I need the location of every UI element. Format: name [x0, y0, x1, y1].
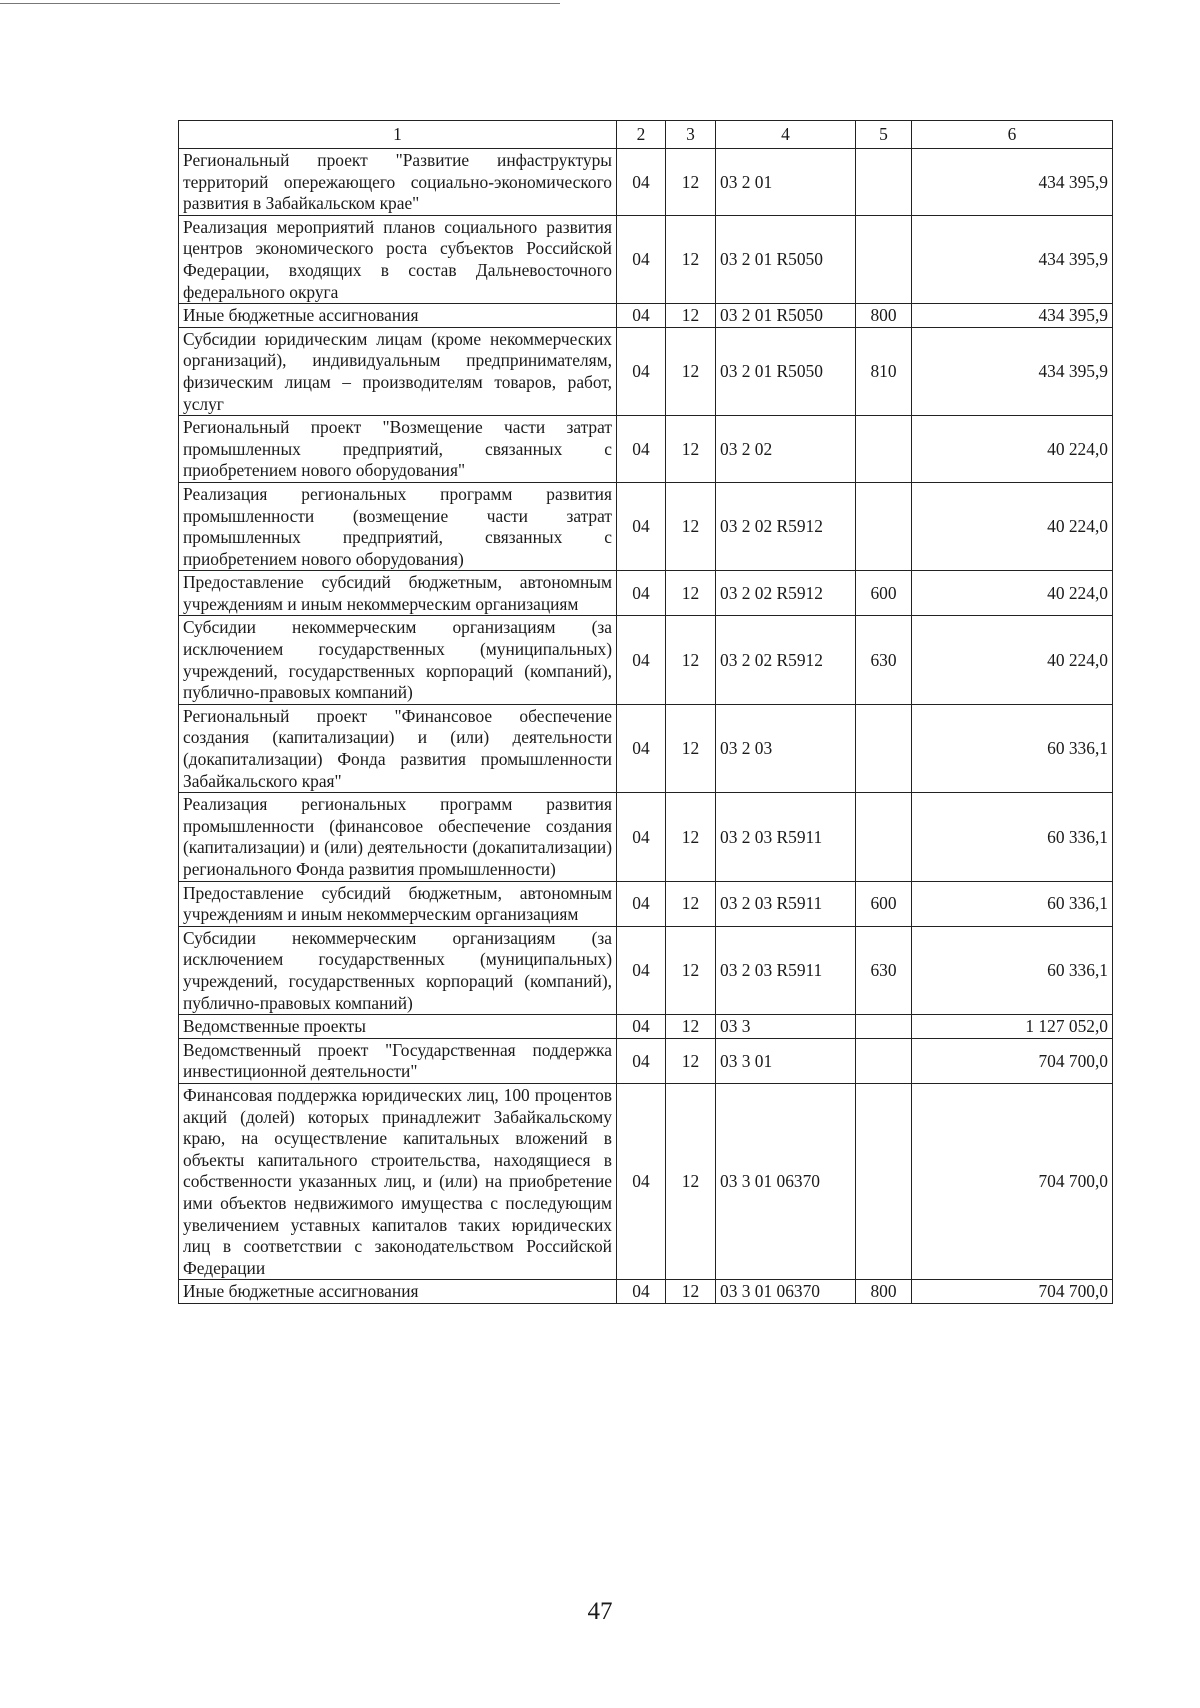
row-section-cell: 04 — [617, 1280, 666, 1304]
row-section-cell: 04 — [617, 1083, 666, 1279]
row-name-cell: Ведомственный проект "Государственная поддержка инвестиционной деятельности" — [179, 1038, 617, 1083]
row-name-cell: Предоставление субсидий бюджетным, автономным учреждениям и иным некоммерческим организациям — [179, 571, 617, 616]
row-name-cell: Региональный проект "Развитие инфаструктуры территорий опережающего социально-экономического развития в Забайкальском крае" — [179, 149, 617, 216]
row-subsection-cell: 12 — [666, 416, 716, 483]
row-section-cell: 04 — [617, 149, 666, 216]
header-cell-5: 5 — [856, 121, 912, 149]
row-section-cell: 04 — [617, 793, 666, 881]
header-cell-3: 3 — [666, 121, 716, 149]
row-amount-cell: 40 224,0 — [912, 416, 1113, 483]
table-row — [179, 1038, 1113, 1083]
row-expense-type-cell — [856, 704, 912, 792]
row-name-cell: Реализация региональных программ развития промышленности (финансовое обеспечение создания (капитализации) и (или) деятельности (докапитализации) регионального Фонда развития промышленности) — [179, 793, 617, 881]
row-section-cell: 04 — [617, 926, 666, 1014]
row-amount-cell: 40 224,0 — [912, 616, 1113, 704]
row-expense-type-cell: 600 — [856, 881, 912, 926]
row-target-article-cell: 03 2 02 R5912 — [716, 616, 856, 704]
row-amount-cell: 40 224,0 — [912, 571, 1113, 616]
budget-table-body — [179, 121, 1113, 1304]
row-section-cell: 04 — [617, 616, 666, 704]
row-expense-type-cell — [856, 482, 912, 570]
row-subsection-cell: 12 — [666, 482, 716, 570]
row-section-cell: 04 — [617, 304, 666, 328]
row-expense-type-cell — [856, 215, 912, 303]
row-expense-type-cell: 800 — [856, 1280, 912, 1304]
row-subsection-cell: 12 — [666, 149, 716, 216]
row-target-article-cell: 03 2 03 R5911 — [716, 926, 856, 1014]
row-section-cell: 04 — [617, 1038, 666, 1083]
table-row — [179, 327, 1113, 415]
row-expense-type-cell: 630 — [856, 616, 912, 704]
row-subsection-cell: 12 — [666, 1280, 716, 1304]
row-name-cell: Реализация мероприятий планов социального развития центров экономического роста субъектов Российской Федерации, входящих в состав Дальневосточного федерального округа — [179, 215, 617, 303]
table-row — [179, 571, 1113, 616]
row-name-cell: Финансовая поддержка юридических лиц, 100 процентов акций (долей) которых принадлежит Забайкальскому краю, на осуществление капитальных вложений в объекты капитального строительства, находящиеся в собственности указанных лиц, и (или) на приобретение ими объектов недвижимого имущества с последующим увеличением уставных капиталов таких юридических лиц в соответствии с законодательством Российской Федерации — [179, 1083, 617, 1279]
row-amount-cell: 1 127 052,0 — [912, 1015, 1113, 1039]
row-expense-type-cell: 810 — [856, 327, 912, 415]
table-row — [179, 616, 1113, 704]
row-subsection-cell: 12 — [666, 616, 716, 704]
row-section-cell: 04 — [617, 215, 666, 303]
row-subsection-cell: 12 — [666, 327, 716, 415]
row-name-cell: Региональный проект "Финансовое обеспечение создания (капитализации) и (или) деятельности (докапитализации) Фонда развития промышленности Забайкальского края" — [179, 704, 617, 792]
top-rule — [0, 3, 560, 4]
row-subsection-cell: 12 — [666, 571, 716, 616]
row-expense-type-cell — [856, 793, 912, 881]
row-name-cell: Иные бюджетные ассигнования — [179, 304, 617, 328]
row-target-article-cell: 03 2 01 R5050 — [716, 327, 856, 415]
table-row — [179, 1280, 1113, 1304]
row-name-cell: Региональный проект "Возмещение части затрат промышленных предприятий, связанных с приобретением нового оборудования" — [179, 416, 617, 483]
table-row — [179, 215, 1113, 303]
row-expense-type-cell — [856, 1015, 912, 1039]
table-row — [179, 1083, 1113, 1279]
row-section-cell: 04 — [617, 416, 666, 483]
row-name-cell: Иные бюджетные ассигнования — [179, 1280, 617, 1304]
row-name-cell: Субсидии некоммерческим организациям (за исключением государственных (муниципальных) учреждений, государственных корпораций (компаний), публично-правовых компаний) — [179, 926, 617, 1014]
row-target-article-cell: 03 2 02 — [716, 416, 856, 483]
table-row — [179, 482, 1113, 570]
row-amount-cell: 704 700,0 — [912, 1038, 1113, 1083]
header-cell-6: 6 — [912, 121, 1113, 149]
table-row — [179, 304, 1113, 328]
row-target-article-cell: 03 2 02 R5912 — [716, 571, 856, 616]
row-subsection-cell: 12 — [666, 1015, 716, 1039]
row-target-article-cell: 03 3 01 06370 — [716, 1083, 856, 1279]
row-subsection-cell: 12 — [666, 926, 716, 1014]
row-target-article-cell: 03 3 01 06370 — [716, 1280, 856, 1304]
table-row — [179, 1015, 1113, 1039]
row-target-article-cell: 03 2 03 — [716, 704, 856, 792]
row-expense-type-cell — [856, 1038, 912, 1083]
row-target-article-cell: 03 2 01 R5050 — [716, 304, 856, 328]
row-expense-type-cell: 600 — [856, 571, 912, 616]
row-target-article-cell: 03 2 02 R5912 — [716, 482, 856, 570]
row-expense-type-cell — [856, 149, 912, 216]
row-amount-cell: 60 336,1 — [912, 926, 1113, 1014]
row-name-cell: Субсидии юридическим лицам (кроме некоммерческих организаций), индивидуальным предпринимателям, физическим лицам – производителям товаров, работ, услуг — [179, 327, 617, 415]
row-section-cell: 04 — [617, 881, 666, 926]
row-name-cell: Реализация региональных программ развития промышленности (возмещение части затрат промышленных предприятий, связанных с приобретением нового оборудования) — [179, 482, 617, 570]
row-target-article-cell: 03 2 01 R5050 — [716, 215, 856, 303]
row-expense-type-cell: 800 — [856, 304, 912, 328]
table-header-row — [179, 121, 1113, 149]
row-subsection-cell: 12 — [666, 704, 716, 792]
table-row — [179, 926, 1113, 1014]
row-amount-cell: 60 336,1 — [912, 704, 1113, 792]
row-subsection-cell: 12 — [666, 1038, 716, 1083]
row-expense-type-cell — [856, 416, 912, 483]
header-cell-4: 4 — [716, 121, 856, 149]
row-amount-cell: 434 395,9 — [912, 149, 1113, 216]
row-subsection-cell: 12 — [666, 793, 716, 881]
row-name-cell: Субсидии некоммерческим организациям (за исключением государственных (муниципальных) учреждений, государственных корпораций (компаний), публично-правовых компаний) — [179, 616, 617, 704]
row-target-article-cell: 03 2 03 R5911 — [716, 793, 856, 881]
row-subsection-cell: 12 — [666, 215, 716, 303]
row-section-cell: 04 — [617, 571, 666, 616]
table-row — [179, 149, 1113, 216]
header-cell-2: 2 — [617, 121, 666, 149]
header-cell-1: 1 — [179, 121, 617, 149]
table-row — [179, 881, 1113, 926]
row-amount-cell: 704 700,0 — [912, 1280, 1113, 1304]
table-row — [179, 793, 1113, 881]
row-name-cell: Ведомственные проекты — [179, 1015, 617, 1039]
row-section-cell: 04 — [617, 482, 666, 570]
row-target-article-cell: 03 2 01 — [716, 149, 856, 216]
table-row — [179, 704, 1113, 792]
row-name-cell: Предоставление субсидий бюджетным, автономным учреждениям и иным некоммерческим организациям — [179, 881, 617, 926]
row-section-cell: 04 — [617, 327, 666, 415]
row-section-cell: 04 — [617, 704, 666, 792]
row-subsection-cell: 12 — [666, 881, 716, 926]
row-section-cell: 04 — [617, 1015, 666, 1039]
page-number: 47 — [587, 1598, 613, 1625]
row-target-article-cell: 03 2 03 R5911 — [716, 881, 856, 926]
table-row — [179, 416, 1113, 483]
row-target-article-cell: 03 3 — [716, 1015, 856, 1039]
row-subsection-cell: 12 — [666, 304, 716, 328]
row-target-article-cell: 03 3 01 — [716, 1038, 856, 1083]
row-amount-cell: 434 395,9 — [912, 327, 1113, 415]
row-amount-cell: 60 336,1 — [912, 793, 1113, 881]
budget-table — [178, 120, 1113, 1304]
row-amount-cell: 60 336,1 — [912, 881, 1113, 926]
row-amount-cell: 434 395,9 — [912, 215, 1113, 303]
row-expense-type-cell: 630 — [856, 926, 912, 1014]
row-amount-cell: 434 395,9 — [912, 304, 1113, 328]
row-amount-cell: 704 700,0 — [912, 1083, 1113, 1279]
row-amount-cell: 40 224,0 — [912, 482, 1113, 570]
row-subsection-cell: 12 — [666, 1083, 716, 1279]
row-expense-type-cell — [856, 1083, 912, 1279]
